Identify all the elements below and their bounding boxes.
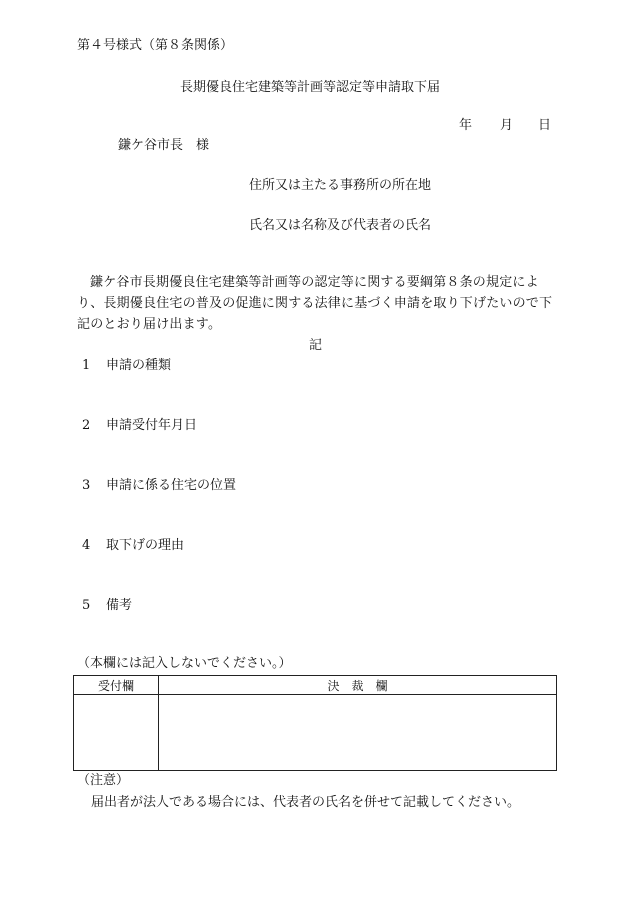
item-label: 申請の種類	[106, 358, 172, 373]
form-number: 第４号様式（第８条関係）	[77, 38, 234, 53]
addressee: 鎌ケ谷市長 様	[118, 138, 210, 153]
reception-header: 受付欄	[74, 676, 159, 695]
decision-cell	[159, 695, 557, 771]
item-number: 2	[82, 418, 91, 433]
page-title: 長期優良住宅建築等計画等認定等申請取下届	[180, 80, 441, 95]
ki-heading: 記	[309, 338, 323, 353]
applicant-address-label: 住所又は主たる事務所の所在地	[249, 178, 432, 193]
item-number: 1	[82, 358, 91, 373]
item-label: 申請に係る住宅の位置	[106, 478, 237, 493]
body-paragraph: 鎌ケ谷市長期優良住宅建築等計画等の認定等に関する要綱第８条の規定により、長期優良住宅の普及の促進に関する法律に基づく申請を取り下げたいので下記のとおり届け出ます。	[77, 275, 553, 332]
item-label: 申請受付年月日	[106, 418, 198, 433]
item-number: 4	[82, 538, 91, 553]
notes-text: 届出者が法人である場合には、代表者の氏名を併せて記載してください。	[91, 795, 521, 810]
item-label: 取下げの理由	[106, 538, 185, 553]
item-number: 3	[82, 478, 91, 493]
decision-header: 決 裁 欄	[159, 676, 557, 695]
applicant-name-label: 氏名又は名称及び代表者の氏名	[249, 218, 432, 233]
notes-heading: （注意）	[77, 773, 130, 788]
date-month-label: 月	[500, 118, 514, 133]
date-year-label: 年	[459, 118, 473, 133]
reception-cell	[74, 695, 159, 771]
item-label: 備考	[106, 598, 133, 613]
office-use-table	[73, 675, 557, 771]
date-day-label: 日	[538, 118, 552, 133]
office-use-note: （本欄には記入しないでください。）	[77, 656, 292, 671]
item-number: 5	[82, 598, 91, 613]
